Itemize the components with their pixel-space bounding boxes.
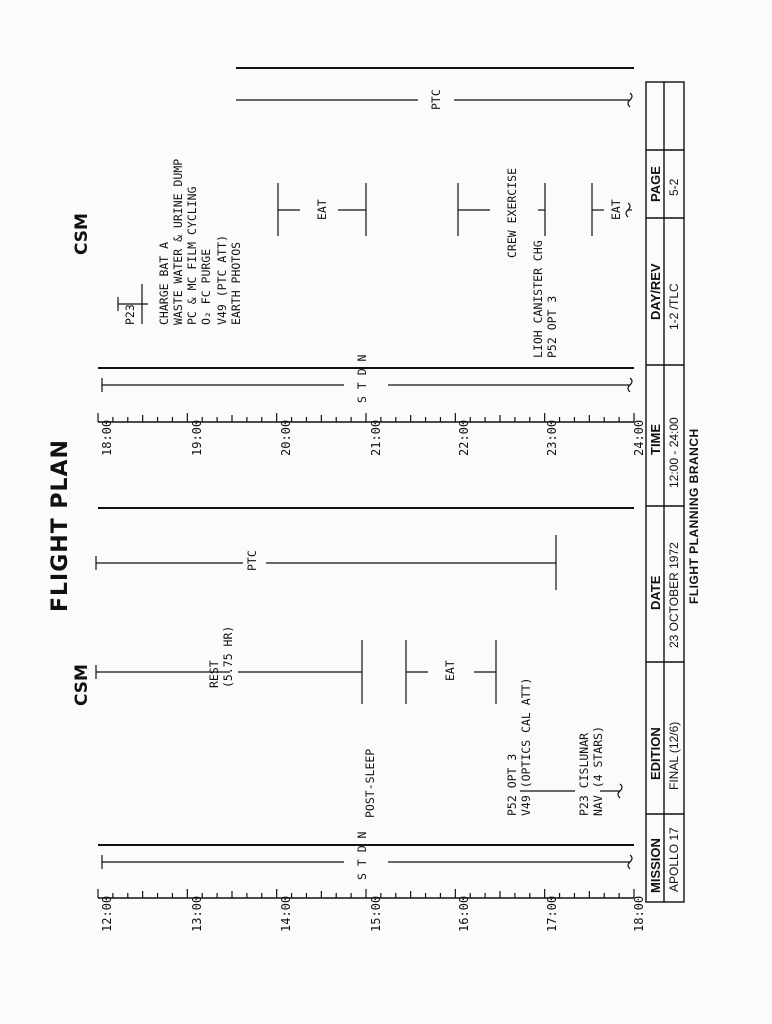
value-time: 12:00 - 24:00 [667, 417, 681, 488]
p52-label-line1: P52 OPT 3 [505, 753, 519, 816]
time-label-1200: 12:00 [100, 895, 114, 932]
eat-right-2-label: EAT [609, 199, 623, 220]
film-cycling-label: PC & MC FILM CYCLING [185, 186, 199, 325]
right-spacecraft-label: CSM [72, 213, 92, 255]
right-stdn-label: S T D N [355, 354, 369, 403]
time-label-1700: 17:00 [545, 895, 559, 932]
earth-photos-label: EARTH PHOTOS [229, 241, 243, 325]
value-edition: FINAL (12/6) [667, 721, 681, 790]
header-mission: MISSION [648, 838, 663, 893]
rest-label-line1: REST [207, 660, 221, 688]
left-spacecraft-label: CSM [72, 664, 92, 706]
p52-right-label: P52 OPT 3 [545, 295, 559, 358]
header-edition: EDITION [648, 727, 663, 780]
time-label-1400: 14:00 [279, 895, 293, 932]
value-page: 5-2 [667, 178, 681, 196]
value-date: 23 OCTOBER 1972 [667, 542, 681, 648]
ptc-right-label: PTC [429, 89, 443, 110]
value-mission: APOLLO 17 [667, 827, 681, 892]
p23-cislunar-line2: NAV (4 STARS) [591, 725, 605, 816]
header-page: PAGE [648, 166, 663, 202]
time-label-1800-left: 18:00 [632, 895, 646, 932]
time-label-1800-right: 18:00 [100, 419, 114, 456]
p23-cislunar-line1: P23 CISLUNAR [577, 732, 591, 816]
v49-ptc-label: V49 (PTC ATT) [215, 234, 229, 325]
time-label-2000: 20:00 [279, 419, 293, 456]
p23-right-label: P23 [123, 304, 137, 325]
crew-exercise-label: CREW EXERCISE [505, 167, 519, 258]
eat-left-label: EAT [443, 660, 457, 681]
charge-bat-label: CHARGE BAT A [157, 241, 171, 325]
p52-label-line2: V49 (OPTICS CAL ATT) [519, 677, 533, 816]
lioh-label: LIOH CANISTER CHG [531, 240, 545, 358]
time-label-2100: 21:00 [369, 419, 383, 456]
time-label-2400: 24:00 [632, 419, 646, 456]
left-stdn-label: S T D N [355, 831, 369, 880]
time-label-1900: 19:00 [190, 419, 204, 456]
page-title: FLIGHT PLAN [48, 439, 73, 612]
time-label-1500: 15:00 [369, 895, 383, 932]
o2-purge-label: O₂ FC PURGE [199, 248, 213, 325]
flight-planning-branch: FLIGHT PLANNING BRANCH [687, 428, 701, 604]
ptc-left-label: PTC [245, 550, 259, 571]
value-day-rev: 1-2 /TLC [667, 283, 681, 330]
time-label-1300: 13:00 [190, 895, 204, 932]
time-label-2200: 22:00 [457, 419, 471, 456]
post-sleep-label: POST-SLEEP [363, 748, 377, 818]
rest-label-line2: (5.75 HR) [221, 625, 235, 688]
header-date: DATE [648, 575, 663, 610]
header-day-rev: DAY/REV [648, 263, 663, 320]
waste-water-label: WASTE WATER & URINE DUMP [171, 158, 185, 325]
eat-right-1-label: EAT [315, 199, 329, 220]
time-label-2300: 23:00 [545, 419, 559, 456]
time-label-1600: 16:00 [457, 895, 471, 932]
header-time: TIME [648, 423, 663, 455]
